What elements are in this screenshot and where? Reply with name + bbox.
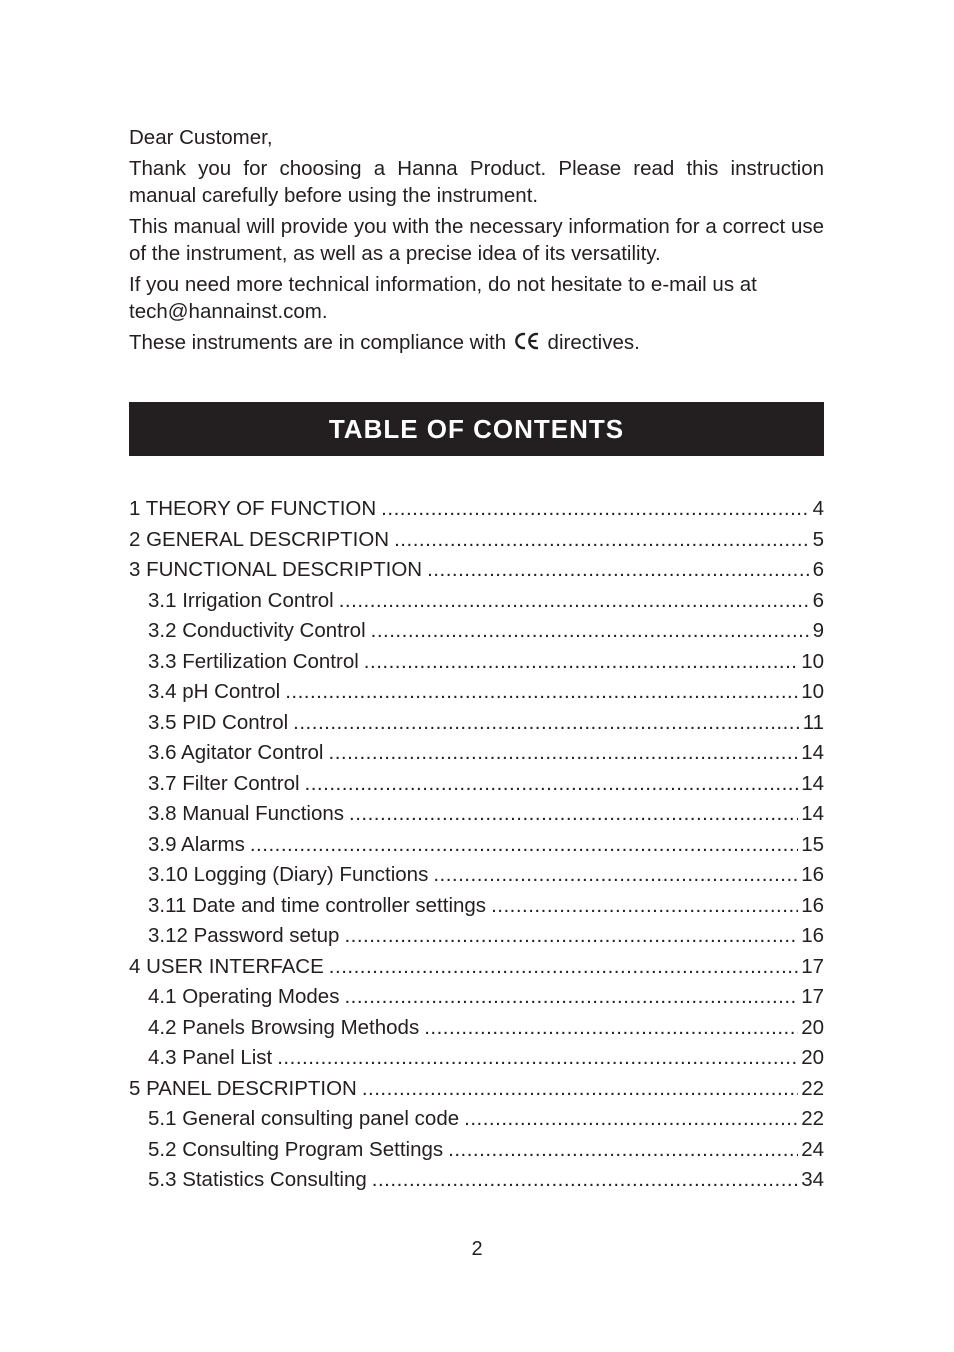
toc-entry-page: 24: [801, 1137, 824, 1161]
toc-entry: [129, 1016, 824, 1047]
toc-entry: [129, 1077, 824, 1108]
toc-entry: [129, 802, 824, 833]
toc-entry-label: 5.2 Consulting Program Settings: [148, 1137, 444, 1161]
toc-entry-page: 14: [801, 802, 824, 825]
toc-dot-leader: [491, 894, 798, 918]
toc-entry-page: 16: [801, 924, 824, 947]
toc-dot-leader: [364, 650, 798, 674]
toc-dot-leader: [381, 497, 809, 521]
toc-entry: [129, 741, 824, 772]
toc-entry-page: 17: [801, 954, 824, 978]
toc-dot-leader: [464, 1107, 798, 1131]
toc-entry: [129, 589, 824, 620]
compliance-statement: [129, 329, 824, 358]
toc-entry-label: 5 PANEL DESCRIPTION: [129, 1076, 357, 1100]
toc-entry-label: 5.1 General consulting panel code: [148, 1107, 460, 1130]
toc-entry-label: 3.11 Date and time controller settings: [148, 893, 487, 917]
toc-entry-page: 22: [801, 1107, 824, 1130]
toc-entry-page: 11: [802, 710, 824, 734]
toc-entry-label: 4 USER INTERFACE: [129, 954, 324, 978]
contact-text: If you need more technical information, do not hesitate to e-mail us at: [129, 273, 757, 296]
toc-entry-label: 3.4 pH Control: [148, 680, 281, 703]
toc-entry: [129, 650, 824, 681]
toc-entry-label: 3.7 Filter Control: [148, 771, 300, 795]
toc-entry-label: 1 THEORY OF FUNCTION: [129, 497, 377, 520]
toc-entry-label: 2 GENERAL DESCRIPTION: [129, 527, 390, 551]
toc-entry: [129, 894, 824, 925]
toc-entry-page: 10: [801, 649, 824, 673]
toc-entry-page: 14: [801, 771, 824, 795]
toc-entry-page: 9: [812, 619, 824, 642]
toc-dot-leader: [372, 1168, 798, 1192]
intro-paragraph-1: Thank you for choosing a Hanna Product. Please read this instruction manual carefully before using the instrument.: [129, 157, 824, 207]
toc-entry-page: 20: [801, 1015, 824, 1039]
toc-entry-page: 34: [801, 1168, 824, 1191]
toc-dot-leader: [329, 955, 798, 979]
toc-entry-page: 6: [812, 588, 824, 612]
toc-entry-page: 4: [812, 497, 824, 520]
compliance-text-end: directives.: [547, 331, 640, 354]
toc-dot-leader: [371, 619, 810, 643]
intro-paragraph-2: This manual will provide you with the necessary information for a correct use of the instrument, as well as a precise idea of its versatility.: [129, 215, 824, 265]
toc-dot-leader: [433, 863, 798, 887]
toc-entry: [129, 1046, 824, 1077]
toc-dot-leader: [305, 772, 799, 796]
toc-entry-label: 3.9 Alarms: [148, 832, 245, 856]
toc-entry: [129, 711, 824, 742]
toc-entry-label: 3.8 Manual Functions: [148, 802, 345, 825]
toc-entry-page: 14: [801, 741, 824, 764]
toc-entry: [129, 1168, 824, 1199]
toc-dot-leader: [339, 589, 810, 613]
toc-dot-leader: [329, 741, 799, 765]
toc-entry: [129, 833, 824, 864]
toc-entry-page: 6: [812, 558, 824, 581]
toc-entry: [129, 1138, 824, 1169]
toc-entry-page: 16: [801, 863, 824, 886]
toc-dot-leader: [344, 985, 798, 1009]
toc-entry: [129, 528, 824, 559]
toc-entry-label: 4.2 Panels Browsing Methods: [148, 1015, 420, 1039]
toc-list: [129, 497, 824, 1199]
toc-dot-leader: [344, 924, 798, 948]
toc-dot-leader: [293, 711, 800, 735]
toc-entry-page: 20: [801, 1046, 824, 1069]
ce-mark-icon: [514, 331, 540, 358]
greeting: Dear Customer,: [129, 126, 273, 149]
toc-dot-leader: [394, 528, 809, 552]
compliance-text: These instruments are in compliance with: [129, 331, 507, 354]
toc-entry: [129, 772, 824, 803]
toc-entry: [129, 619, 824, 650]
intro-letter: [129, 124, 824, 362]
toc-dot-leader: [277, 1046, 798, 1070]
toc-dot-leader: [349, 802, 798, 826]
toc-entry: [129, 497, 824, 528]
toc-entry-label: 3.2 Conductivity Control: [148, 619, 366, 642]
intro-paragraph-3: [129, 271, 824, 325]
toc-entry-label: 4.1 Operating Modes: [148, 985, 340, 1008]
page-number: 2: [471, 1238, 483, 1260]
toc-entry: [129, 680, 824, 711]
toc-entry: [129, 863, 824, 894]
toc-dot-leader: [427, 558, 809, 582]
toc-entry-page: 17: [801, 985, 824, 1008]
toc-entry-label: 3 FUNCTIONAL DESCRIPTION: [129, 558, 423, 581]
toc-dot-leader: [362, 1077, 798, 1101]
toc-entry-page: 10: [801, 680, 824, 703]
toc-dot-leader: [448, 1138, 798, 1162]
toc-entry-page: 5: [812, 527, 824, 551]
toc-entry: [129, 558, 824, 589]
toc-entry-label: 3.6 Agitator Control: [148, 741, 324, 764]
toc-dot-leader: [250, 833, 798, 857]
toc-entry-label: 3.10 Logging (Diary) Functions: [148, 863, 429, 886]
toc-dot-leader: [424, 1016, 798, 1040]
toc-entry: [129, 924, 824, 955]
toc-entry: [129, 985, 824, 1016]
toc-entry: [129, 1107, 824, 1138]
toc-entry-label: 3.5 PID Control: [148, 710, 289, 734]
toc-heading: TABLE OF CONTENTS: [129, 402, 824, 456]
toc-entry-label: 4.3 Panel List: [148, 1046, 273, 1069]
toc-entry-page: 15: [801, 832, 824, 856]
toc-entry-page: 22: [801, 1076, 824, 1100]
toc-entry-label: 5.3 Statistics Consulting: [148, 1168, 367, 1191]
toc-dot-leader: [285, 680, 798, 704]
toc-entry-label: 3.1 Irrigation Control: [148, 588, 334, 612]
toc-entry-label: 3.3 Fertilization Control: [148, 649, 359, 673]
toc-entry-label: 3.12 Password setup: [148, 924, 340, 947]
toc-entry: [129, 955, 824, 986]
contact-email: tech@hannainst.com.: [129, 300, 328, 323]
toc-entry-page: 16: [801, 893, 824, 917]
